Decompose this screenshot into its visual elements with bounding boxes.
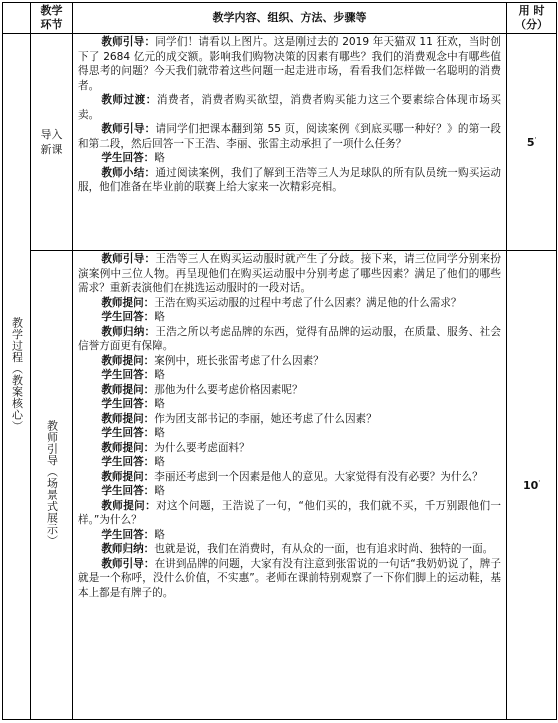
speaker-label: 学生回答：: [101, 369, 155, 381]
speaker-label: 学生回答：: [101, 311, 155, 323]
content-paragraph: [78, 499, 501, 528]
content-paragraph: [78, 441, 501, 456]
content-paragraph: [78, 296, 501, 311]
paragraph-text: 对这个问题，王浩说了一句，“他们买的，我们就不买，千万别跟他们一样。”为什么？: [78, 499, 501, 526]
lesson-plan-table: [2, 2, 557, 720]
paragraph-text: 那他为什么要考虑价格因素呢？: [154, 383, 303, 396]
speaker-label: 教师提问：: [101, 383, 155, 396]
paragraph-text: 也就是说，我们在消费时，有从众的一面，也有追求时尚、独特的一面。: [154, 543, 494, 555]
header-content: 教学内容、组织、方法、步骤等: [73, 3, 507, 34]
content-paragraph: [78, 542, 501, 557]
content-paragraph: [78, 93, 501, 122]
process-cell: [3, 34, 31, 720]
paragraph-text: 略: [154, 311, 165, 323]
paragraph-text: 王浩在购买运动服的过程中考虑了什么因素？满足他的什么需求？: [154, 296, 462, 309]
speaker-label: 教师提问：: [101, 296, 155, 309]
paragraph-text: 略: [154, 485, 165, 497]
content-paragraph: [78, 412, 501, 427]
content-paragraph: [78, 470, 501, 485]
header-time: 用 时 （分）: [507, 3, 557, 34]
speaker-label: 教师提问：: [101, 412, 155, 425]
paragraph-text: 王浩等三人在购买运动服时就产生了分歧。接下来，请三位同学分别来扮演案例中三位人物。再呈现他们在购买运动服中分别考虑了哪些因素？满足了他们的哪些需求？重新表演他们在挑选运动服时的一段对话。: [78, 253, 502, 294]
speaker-label: 教师归纳：: [101, 543, 155, 555]
paragraph-text: 略: [154, 152, 165, 164]
paragraph-text: 略: [154, 427, 165, 439]
paragraph-text: 略: [154, 369, 165, 381]
paragraph-text: 消费者，消费者购买欲望，消费者购买能力这三个要素综合体现市场买卖。: [78, 94, 502, 121]
speaker-label: 学生回答：: [101, 152, 155, 164]
content-paragraph: [78, 310, 501, 325]
speaker-label: 学生回答：: [101, 456, 155, 468]
paragraph-text: 请同学们把课本翻到第 55 页，阅读案例《到底买哪一种好？》的第一段和第二段，然后回答一下王浩、李丽、张雷主动承担了一项什么任务？: [78, 123, 502, 150]
time-guide: 10': [507, 251, 557, 720]
content-intro: [73, 34, 507, 251]
content-paragraph: [78, 325, 501, 354]
speaker-label: 教师提问：: [101, 441, 155, 454]
paragraph-text: 略: [154, 528, 165, 541]
process-label: 教学过程（教案核心）: [10, 317, 24, 432]
content-paragraph: [78, 122, 501, 151]
content-paragraph: [78, 557, 501, 601]
content-paragraph: [78, 397, 501, 412]
content-guide: [73, 251, 507, 720]
content-paragraph: [78, 528, 501, 543]
content-paragraph: [78, 151, 501, 166]
speaker-label: 教师引导：: [101, 253, 156, 265]
section-row-guide: [3, 251, 557, 720]
content-paragraph: [78, 354, 501, 369]
paragraph-list: [78, 35, 501, 195]
speaker-label: 教师过渡：: [101, 94, 157, 106]
speaker-label: 教师引导：: [101, 123, 156, 135]
content-paragraph: [78, 455, 501, 470]
speaker-label: 教师归纳：: [101, 325, 156, 338]
speaker-label: 教师小结：: [101, 166, 156, 179]
link-guide: 教师引导（场景式展示）: [45, 419, 59, 547]
header-blank-cell: [3, 3, 31, 34]
content-paragraph: [78, 368, 501, 383]
paragraph-text: 同学们！请看以上图片。这是刚过去的 2019 年天猫双 11 狂欢，当时创下了 2684 亿元的成交额。影响我们购物决策的因素有哪些？我们的消费观念中有哪些值得思考的问题？今天我们就带着这些问题一起走进市场，看看我们怎样做一名聪明的消费者。: [78, 36, 501, 92]
speaker-label: 学生回答：: [101, 485, 155, 497]
content-paragraph: [78, 252, 501, 296]
speaker-label: 学生回答：: [101, 427, 155, 439]
paragraph-text: 略: [154, 456, 165, 468]
header-row: [3, 3, 557, 34]
speaker-label: 学生回答：: [101, 398, 155, 410]
paragraph-text: 在讲到品牌的问题，大家有没有注意到张雷说的一句话“我奶奶说了，牌子就是一个称呼，没什么价值，不实惠”。老师在课前特别观察了一下你们脚上的运动鞋，基本上都是有牌子的。: [78, 557, 501, 599]
header-stage: 教学 环节: [31, 3, 73, 34]
paragraph-text: 案例中，班长张雷考虑了什么因素？: [154, 354, 324, 367]
content-paragraph: [78, 35, 501, 93]
content-paragraph: [78, 426, 501, 441]
content-paragraph: [78, 383, 501, 398]
paragraph-text: 李丽还考虑到一个因素是他人的意见。大家觉得有没有必要？为什么？: [154, 470, 483, 483]
speaker-label: 教师提问：: [101, 499, 157, 512]
paragraph-list: [78, 252, 501, 600]
content-paragraph: [78, 484, 501, 499]
paragraph-text: 为什么要考虑面料？: [154, 441, 250, 454]
paragraph-text: 略: [154, 398, 165, 410]
paragraph-text: 通过阅读案例，我们了解到王浩等三人为足球队的所有队员统一购买运动服，他们准备在毕业前的联赛上给大家来一次精彩亮相。: [78, 166, 502, 193]
time-value: 10: [523, 478, 539, 492]
link-guide-cell: [31, 251, 73, 720]
paragraph-text: 作为团支部书记的李丽，她还考虑了什么因素？: [154, 412, 377, 425]
link-intro: 导入 新课: [31, 34, 73, 251]
time-intro: 5': [507, 34, 557, 251]
speaker-label: 学生回答：: [101, 528, 155, 541]
content-paragraph: [78, 166, 501, 195]
speaker-label: 教师引导：: [101, 36, 156, 48]
paragraph-text: 王浩之所以考虑品牌的东西，觉得有品牌的运动服，在质量、服务、社会信誉方面更有保障。: [78, 325, 502, 352]
speaker-label: 教师提问：: [101, 470, 155, 483]
speaker-label: 教师引导：: [101, 557, 155, 570]
time-value: 5: [526, 135, 535, 149]
section-row-intro: [3, 34, 557, 251]
speaker-label: 教师提问：: [101, 354, 155, 367]
